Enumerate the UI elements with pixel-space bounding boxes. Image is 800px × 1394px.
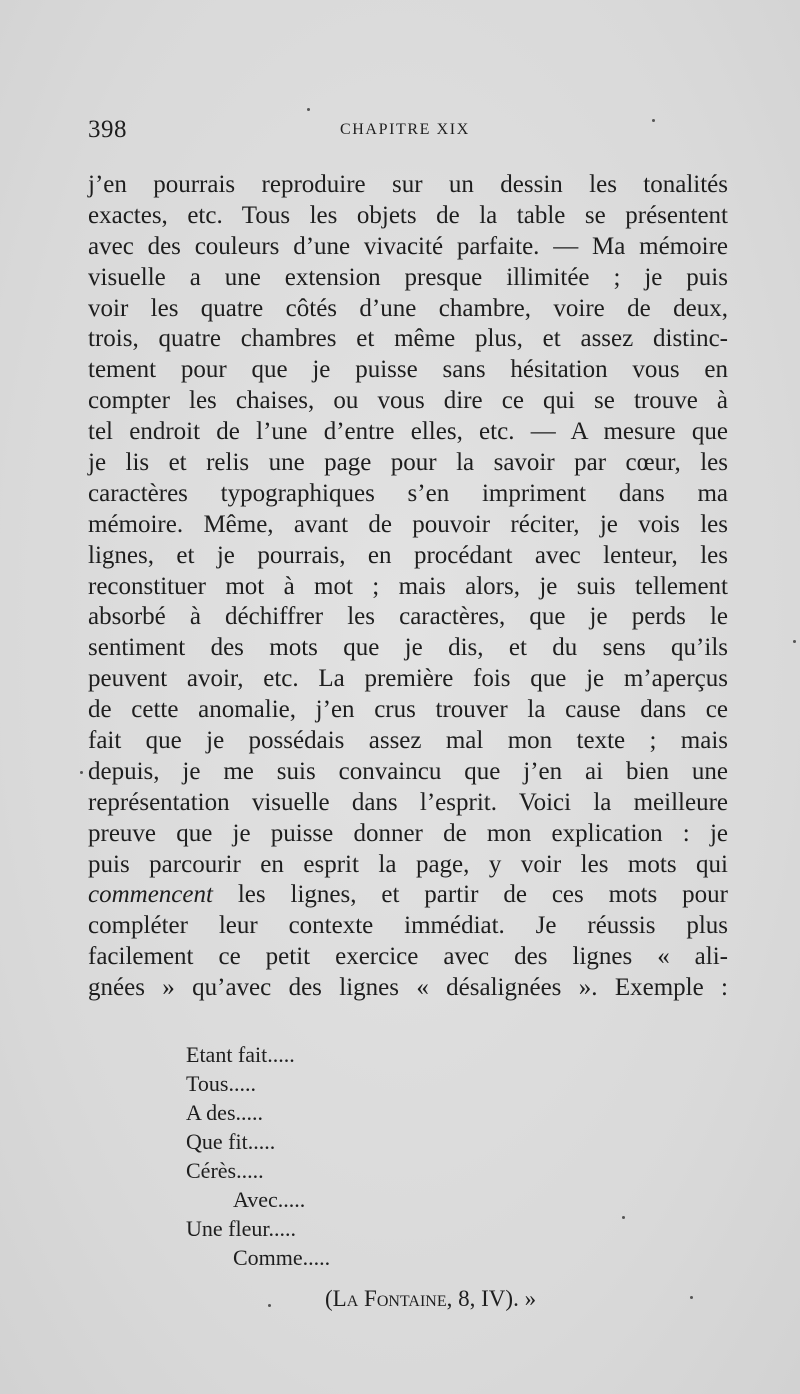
example-line: A des..... [186,1100,263,1125]
paper-speck [622,1216,625,1219]
text-line: lignes, et je pourrais, en procédant avec lenteur, les [88,541,728,569]
paper-speck [793,640,796,643]
example-line: Que fit..... [186,1129,276,1154]
example-line-indented: Comme..... [233,1245,331,1270]
example-lines [186,1040,586,1272]
text-line: représentation visuelle dans l’esprit. Voici la meilleure [88,788,728,816]
text-fragment: les lignes, et partir de ces mots pour [212,881,728,909]
text-line: tel endroit de l’une d’entre elles, etc. — A mesure que [88,418,728,446]
paper-speck [80,771,83,774]
text-line: preuve que je puisse donner de mon explication : je [88,819,728,847]
text-line: caractères typographiques s’en impriment dans ma [88,479,728,507]
body-paragraph [88,170,728,1004]
text-line-with-italic [88,880,728,911]
paper-speck [307,108,310,111]
text-line: avec des couleurs d’une vivacité parfaite. — Ma mémoire [88,232,728,260]
example-line: Cérès..... [186,1158,264,1183]
text-line: mémoire. Même, avant de pouvoir réciter, je vois les [88,510,728,538]
text-line: gnées » qu’avec des lignes « désalignées ». Exemple : [88,974,728,1002]
example-line-indented: Avec..... [233,1187,306,1212]
text-line: je lis et relis une page pour la savoir par cœur, les [88,449,728,477]
example-line: Tous..... [186,1071,256,1096]
text-line: visuelle a une extension presque illimitée ; je puis [88,263,728,291]
citation-open: ( [325,1286,333,1311]
page-number: 398 [88,116,127,143]
example-line: Etant fait..... [186,1042,295,1067]
text-line: tement pour que je puisse sans hésitation vous en [88,356,728,384]
text-line: j’en pourrais reproduire sur un dessin les tonalités [88,171,728,198]
text-line: facilement ce petit exercice avec des lignes « ali- [88,943,728,971]
paper-speck [690,1296,693,1299]
citation-reference: , 8, IV). » [446,1286,537,1311]
page-header [88,116,728,146]
text-line: fait que je possédais assez mal mon texte ; mais [88,727,728,755]
text-line: compter les chaises, ou vous dire ce qui se trouve à [88,387,728,415]
text-line: exactes, etc. Tous les objets de la table se présentent [88,201,728,229]
text-line: depuis, je me suis convaincu que j’en ai bien une [88,757,728,785]
paper-speck [652,119,655,122]
text-line: absorbé à déchiffrer les caractères, que je perds le [88,603,728,631]
text-line: voir les quatre côtés d’une chambre, voire de deux, [88,294,728,322]
citation-author: La Fontaine [332,1286,447,1311]
paper-speck [268,1304,271,1307]
text-line: peuvent avoir, etc. La première fois que je m’aperçus [88,665,728,693]
text-line: compléter leur contexte immédiat. Je réussis plus [88,912,728,940]
text-line: reconstituer mot à mot ; mais alors, je suis tellement [88,572,728,600]
example-line: Une fleur..... [186,1216,296,1241]
text-line: trois, quatre chambres et même plus, et assez distinc- [88,325,728,353]
running-head: CHAPITRE XIX [340,121,470,138]
text-line: puis parcourir en esprit la page, y voir les mots qui [88,850,728,878]
italic-word: commencent [88,881,213,909]
text-line: sentiment des mots que je dis, et du sens qu’ils [88,634,728,662]
citation [325,1286,536,1312]
text-line: de cette anomalie, j’en crus trouver la cause dans ce [88,696,728,724]
